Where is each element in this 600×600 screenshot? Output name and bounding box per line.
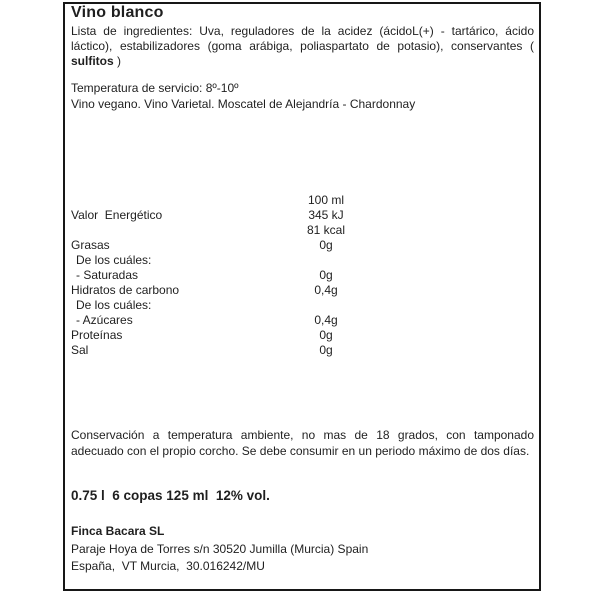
nutrition-row-value: 81 kcal (306, 223, 346, 237)
nutrition-row-of-which-fat (65, 253, 539, 268)
producer-block (71, 523, 534, 576)
ingredients-suffix: ) (113, 54, 122, 68)
nutrition-row-protein (65, 328, 539, 343)
service-info-block (71, 81, 534, 112)
nutrition-row-carbohydrates (65, 283, 539, 298)
nutrition-row-salt (65, 343, 539, 358)
nutrition-row-value: 0,4g (314, 283, 338, 297)
nutrition-row-fat (65, 238, 539, 253)
nutrition-row-label: Grasas (71, 238, 110, 252)
ingredients-allergen: sulfitos (71, 54, 114, 68)
nutrition-row-sugars (65, 313, 539, 328)
nutrition-row-label: Proteínas (71, 328, 123, 342)
wine-label-panel (63, 2, 541, 591)
product-title: Vino blanco (71, 4, 164, 21)
nutrition-table (65, 193, 539, 358)
producer-name: Finca Bacara SL (71, 524, 165, 538)
nutrition-row-label: Valor Energético (71, 208, 163, 222)
nutrition-row-label: Sal (71, 343, 89, 357)
nutrition-row-value: 0g (319, 238, 333, 252)
nutrition-row-saturates (65, 268, 539, 283)
ingredients-paragraph (71, 24, 534, 69)
nutrition-row-value: 345 kJ (308, 208, 344, 222)
producer-address: Paraje Hoya de Torres s/n 30520 Jumilla (Murcia) Spain (71, 541, 369, 556)
nutrition-row-value: 0g (319, 328, 333, 342)
wine-type-line: Vino vegano. Vino Varietal. Moscatel de Alejandría - Chardonnay (71, 96, 416, 111)
nutrition-header-row (65, 193, 539, 208)
nutrition-row-energy (65, 208, 539, 223)
nutrition-row-label: - Azúcares (76, 313, 133, 327)
nutrition-row-energy-kcal (65, 223, 539, 238)
volume-alcohol-line: 0.75 l 6 copas 125 ml 12% vol. (71, 488, 270, 503)
nutrition-row-label: - Saturadas (76, 268, 139, 282)
nutrition-row-value: 0g (319, 268, 333, 282)
nutrition-column-header: 100 ml (307, 193, 345, 207)
conservation-paragraph: Conservación a temperatura ambiente, no mas de 18 grados, con tamponado adecuado con el propio corcho. Se debe consumir en un periodo máximo de dos días. (71, 428, 534, 458)
producer-registration: España, VT Murcia, 30.016242/MU (71, 559, 265, 573)
nutrition-row-label: Hidratos de carbono (71, 283, 180, 297)
nutrition-row-value: 0g (319, 343, 333, 357)
ingredients-text: Lista de ingredientes: Uva, reguladores de la acidez (ácidoL(+) - tartárico, ácido láctico), estabilizadores (goma arábiga, poliaspartato de potasio), conservantes ( (71, 24, 534, 53)
serving-temperature: Temperatura de servicio: 8º-10º (71, 81, 239, 95)
nutrition-row-value: 0,4g (314, 313, 338, 327)
nutrition-row-label: De los cuáles: (76, 298, 152, 312)
nutrition-row-of-which-carbs (65, 298, 539, 313)
nutrition-row-label: De los cuáles: (76, 253, 152, 267)
